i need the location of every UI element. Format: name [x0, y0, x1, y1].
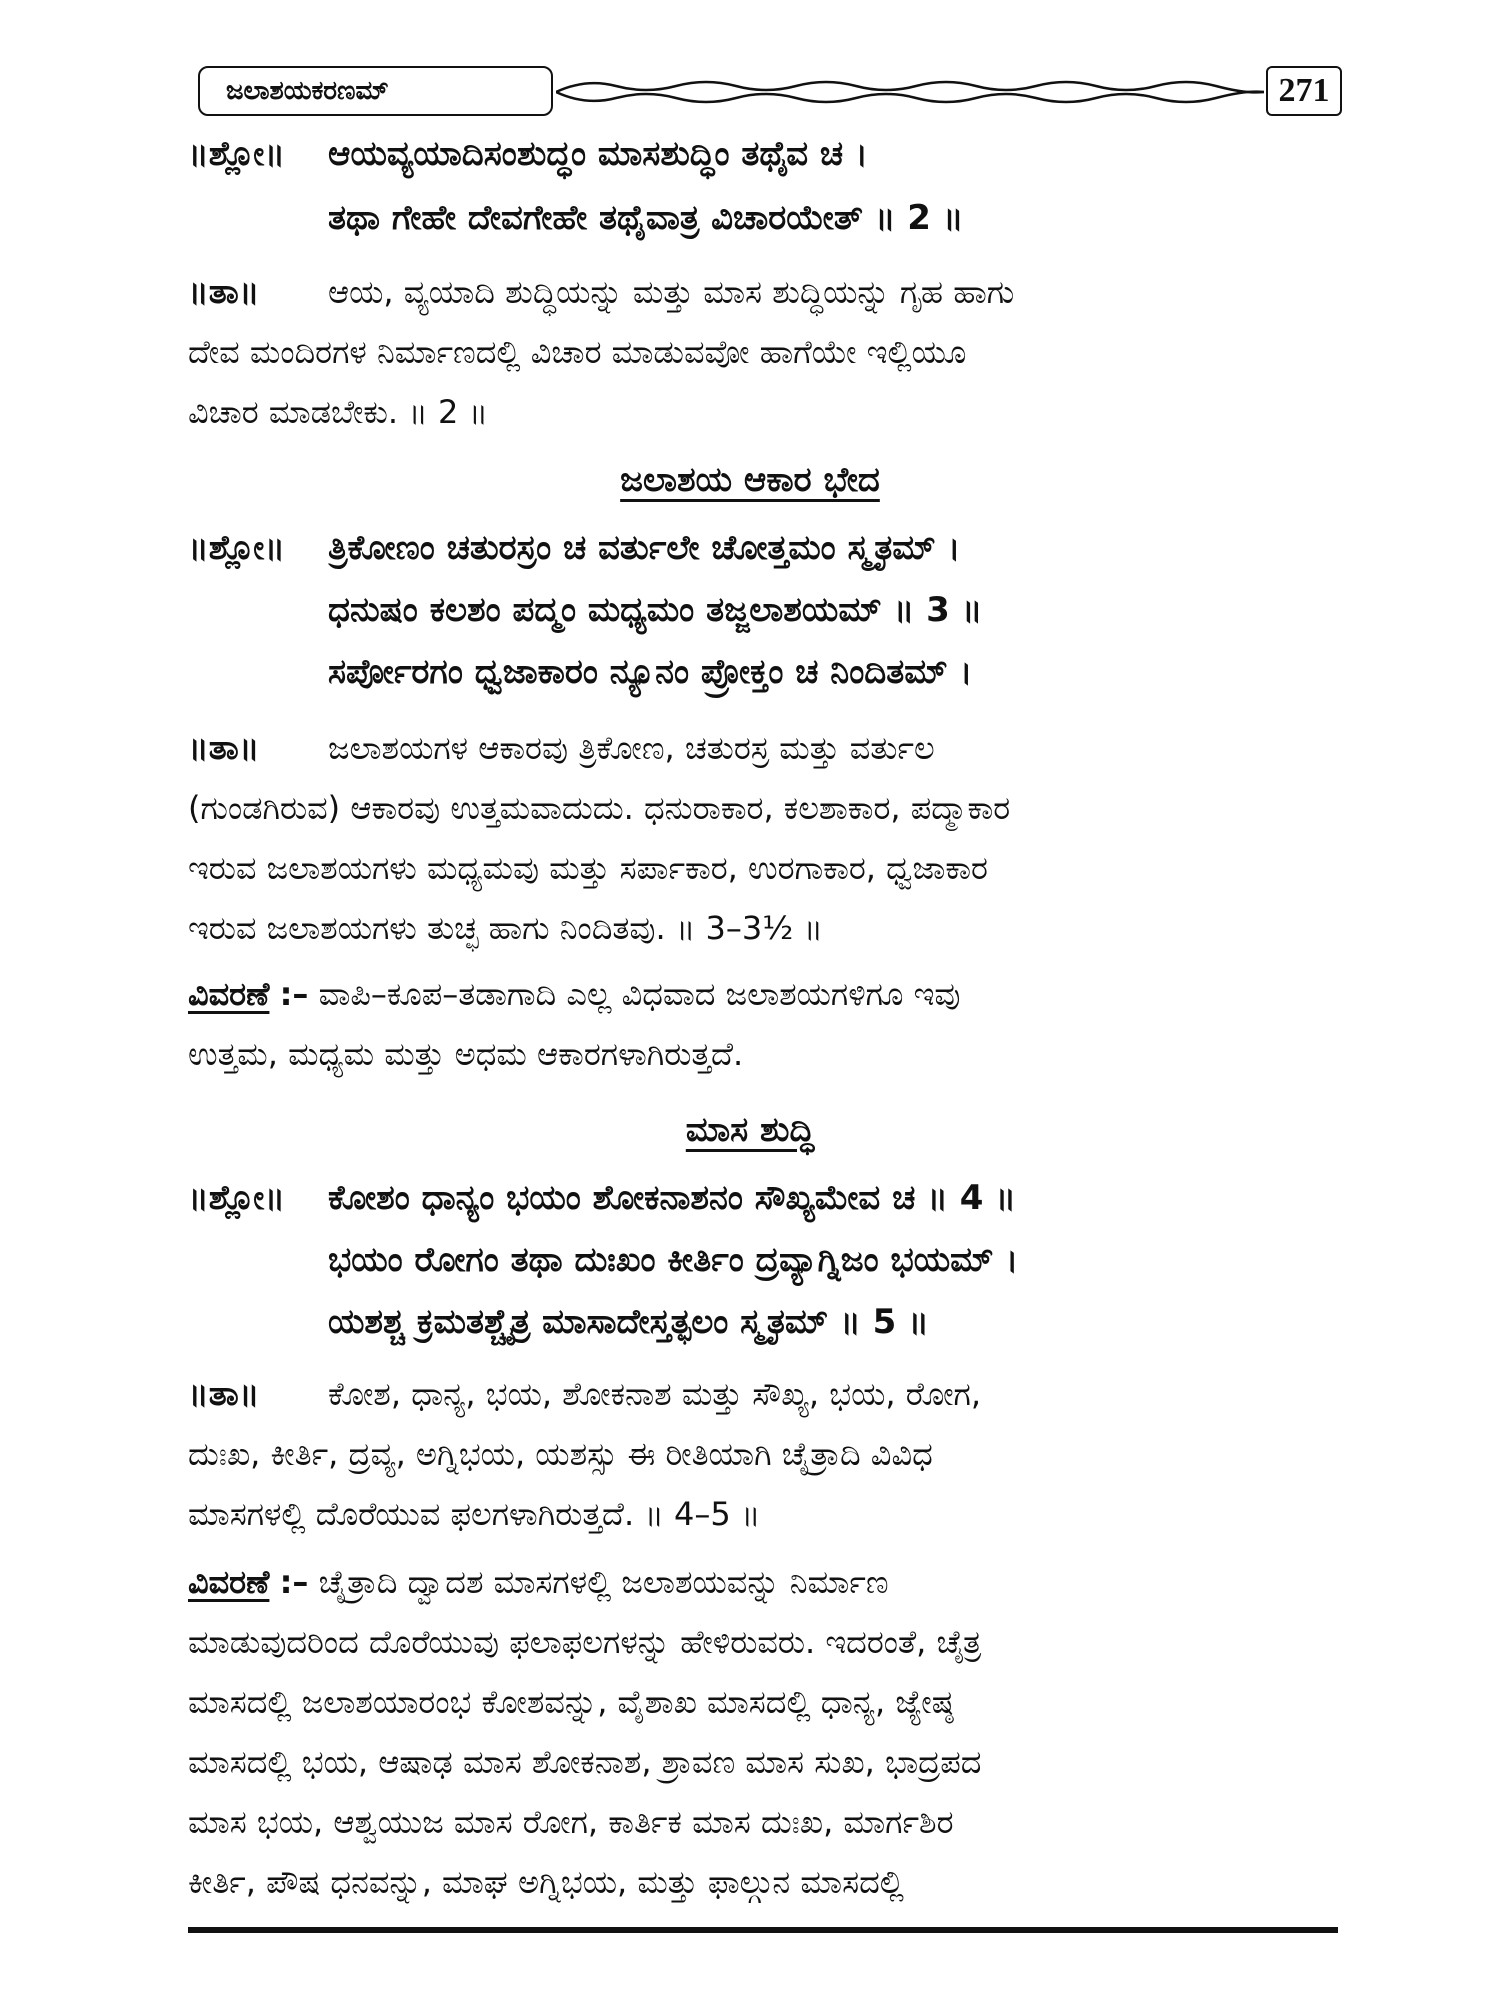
- shloka-marker: ॥ಶ್ಲೋ॥: [188, 1178, 286, 1218]
- shloka-line: ತಥಾ ಗೇಹೇ ದೇವಗೇಹೇ ತಥೈವಾತ್ರ ವಿಚಾರಯೇತ್ ॥ 2 ॥: [328, 198, 964, 238]
- shloka-line: ಸರ್ಪೋರಗಂ ಧ್ವಜಾಕಾರಂ ನ್ಯೂನಂ ಪ್ರೋಕ್ತಂ ಚ ನಿಂದಿತಮ್ ।: [328, 652, 973, 692]
- shloka-line: ತ್ರಿಕೋಣಂ ಚತುರಸ್ರಂ ಚ ವರ್ತುಲೇ ಚೋತ್ತಮಂ ಸ್ಮೃತಮ್ ।: [328, 528, 961, 568]
- shloka-marker: ॥ಶ್ಲೋ॥: [188, 134, 286, 174]
- tatparya-line: ಕೋಶ, ಧಾನ್ಯ, ಭಯ, ಶೋಕನಾಶ ಮತ್ತು ಸೌಖ್ಯ, ಭಯ, ರೋಗ,: [328, 1375, 982, 1413]
- vivarane-line: ಉತ್ತಮ, ಮಧ್ಯಮ ಮತ್ತು ಅಧಮ ಆಕಾರಗಳಾಗಿರುತ್ತದೆ.: [188, 1035, 744, 1073]
- tatparya-line: ದುಃಖ, ಕೀರ್ತಿ, ದ್ರವ್ಯ, ಅಗ್ನಿಭಯ, ಯಶಸ್ಸು ಈ ರೀತಿಯಾಗಿ ಚೈತ್ರಾದಿ ವಿವಿಧ: [188, 1435, 933, 1473]
- vivarane-separator: :–: [279, 975, 309, 1013]
- running-header-title: [198, 66, 553, 116]
- tatparya-line: ಮಾಸಗಳಲ್ಲಿ ದೊರೆಯುವ ಫಲಗಳಾಗಿರುತ್ತದೆ. ॥ 4–5 ॥: [188, 1495, 761, 1533]
- tatparya-line: ಇರುವ ಜಲಾಶಯಗಳು ತುಚ್ಛ ಹಾಗು ನಿಂದಿತವು. ॥ 3–3½ ॥: [188, 909, 823, 947]
- shloka-line: ಕೋಶಂ ಧಾನ್ಯಂ ಭಯಂ ಶೋಕನಾಶನಂ ಸೌಖ್ಯಮೇವ ಚ ॥ 4 ॥: [328, 1178, 1016, 1218]
- vivarane-line: ಮಾಸದಲ್ಲಿ ಭಯ, ಆಷಾಢ ಮಾಸ ಶೋಕನಾಶ, ಶ್ರಾವಣ ಮಾಸ ಸುಖ, ಭಾದ್ರಪದ: [188, 1743, 982, 1781]
- shloka-line: ಆಯವ್ಯಯಾದಿಸಂಶುದ್ಧಂ ಮಾಸಶುದ್ಧಿಂ ತಥೈವ ಚ ।: [328, 134, 868, 174]
- vivarane-line: ಮಾಸ ಭಯ, ಆಶ್ವಯುಜ ಮಾಸ ರೋಗ, ಕಾರ್ತಿಕ ಮಾಸ ದುಃಖ, ಮಾರ್ಗಶಿರ: [188, 1803, 954, 1841]
- chain-ornament: [556, 72, 1264, 112]
- header-title-text: ಜಲಾಶಯಕರಣಮ್: [226, 75, 389, 106]
- vivarane-block: [188, 972, 960, 1016]
- tatparya-line: ವಿಚಾರ ಮಾಡಬೇಕು. ॥ 2 ॥: [188, 393, 489, 431]
- section-heading: [0, 458, 1500, 502]
- tatparya-line: (ಗುಂಡಗಿರುವ) ಆಕಾರವು ಉತ್ತಮವಾದುದು. ಧನುರಾಕಾರ, ಕಲಶಾಕಾರ, ಪದ್ಮಾಕಾರ: [188, 789, 1011, 827]
- section-heading-text: ಮಾಸ ಶುದ್ಧಿ: [685, 1110, 815, 1150]
- section-heading-text: ಜಲಾಶಯ ಆಕಾರ ಭೇದ: [620, 460, 880, 500]
- shloka-marker: ॥ಶ್ಲೋ॥: [188, 528, 286, 568]
- shloka-line: ಭಯಂ ರೋಗಂ ತಥಾ ದುಃಖಂ ಕೀರ್ತಿಂ ದ್ರವ್ಯಾಗ್ನಿಜಂ ಭಯಮ್ ।: [328, 1240, 1019, 1280]
- vivarane-line: ವಾಪಿ–ಕೂಪ–ತಡಾಗಾದಿ ಎಲ್ಲ ವಿಧವಾದ ಜಲಾಶಯಗಳಿಗೂ ಇವು: [318, 975, 961, 1013]
- tatparya-marker: ॥ತಾ॥: [188, 728, 260, 768]
- tatparya-line: ದೇವ ಮಂದಿರಗಳ ನಿರ್ಮಾಣದಲ್ಲಿ ವಿಚಾರ ಮಾಡುವವೋ ಹಾಗೆಯೇ ಇಲ್ಲಿಯೂ: [188, 333, 967, 371]
- page-number: 271: [1266, 66, 1342, 116]
- vivarane-separator: :–: [279, 1563, 309, 1601]
- vivarane-label: ವಿವರಣೆ: [188, 1563, 270, 1601]
- vivarane-line: ಮಾಡುವುದರಿಂದ ದೊರೆಯುವು ಫಲಾಫಲಗಳನ್ನು ಹೇಳಿರುವರು. ಇದರಂತೆ, ಚೈತ್ರ: [188, 1623, 982, 1661]
- tatparya-line: ಇರುವ ಜಲಾಶಯಗಳು ಮಧ್ಯಮವು ಮತ್ತು ಸರ್ಪಾಕಾರ, ಉರಗಾಕಾರ, ಧ್ವಜಾಕಾರ: [188, 849, 988, 887]
- tatparya-line: ಆಯ, ವ್ಯಯಾದಿ ಶುದ್ಧಿಯನ್ನು ಮತ್ತು ಮಾಸ ಶುದ್ಧಿಯನ್ನು ಗೃಹ ಹಾಗು: [328, 273, 1015, 311]
- vivarane-line: ಚೈತ್ರಾದಿ ದ್ವಾದಶ ಮಾಸಗಳಲ್ಲಿ ಜಲಾಶಯವನ್ನು ನಿರ್ಮಾಣ: [318, 1563, 889, 1601]
- footer-rule: [188, 1927, 1338, 1933]
- section-heading: [0, 1108, 1500, 1152]
- vivarane-block: [188, 1560, 889, 1604]
- vivarane-label: ವಿವರಣೆ: [188, 975, 270, 1013]
- vivarane-line: ಮಾಸದಲ್ಲಿ ಜಲಾಶಯಾರಂಭ ಕೋಶವನ್ನು, ವೈಶಾಖ ಮಾಸದಲ್ಲಿ ಧಾನ್ಯ, ಜ್ಯೇಷ್ಠ: [188, 1683, 954, 1721]
- tatparya-marker: ॥ತಾ॥: [188, 1374, 260, 1414]
- shloka-line: ಯಶಶ್ಚ ಕ್ರಮತಶ್ಚೈತ್ರ ಮಾಸಾದೇಸ್ತತ್ಫಲಂ ಸ್ಮೃತಮ್ ॥ 5 ॥: [328, 1302, 929, 1342]
- shloka-line: ಧನುಷಂ ಕಲಶಂ ಪದ್ಮಂ ಮಧ್ಯಮಂ ತಜ್ಜಲಾಶಯಮ್ ॥ 3 ॥: [328, 590, 983, 630]
- tatparya-line: ಜಲಾಶಯಗಳ ಆಕಾರವು ತ್ರಿಕೋಣ, ಚತುರಸ್ರ ಮತ್ತು ವರ್ತುಲ: [328, 729, 935, 767]
- vivarane-line: ಕೀರ್ತಿ, ಪೌಷ ಧನವನ್ನು, ಮಾಘ ಅಗ್ನಿಭಯ, ಮತ್ತು ಫಾಲ್ಗುನ ಮಾಸದಲ್ಲಿ: [188, 1863, 904, 1901]
- tatparya-marker: ॥ತಾ॥: [188, 272, 260, 312]
